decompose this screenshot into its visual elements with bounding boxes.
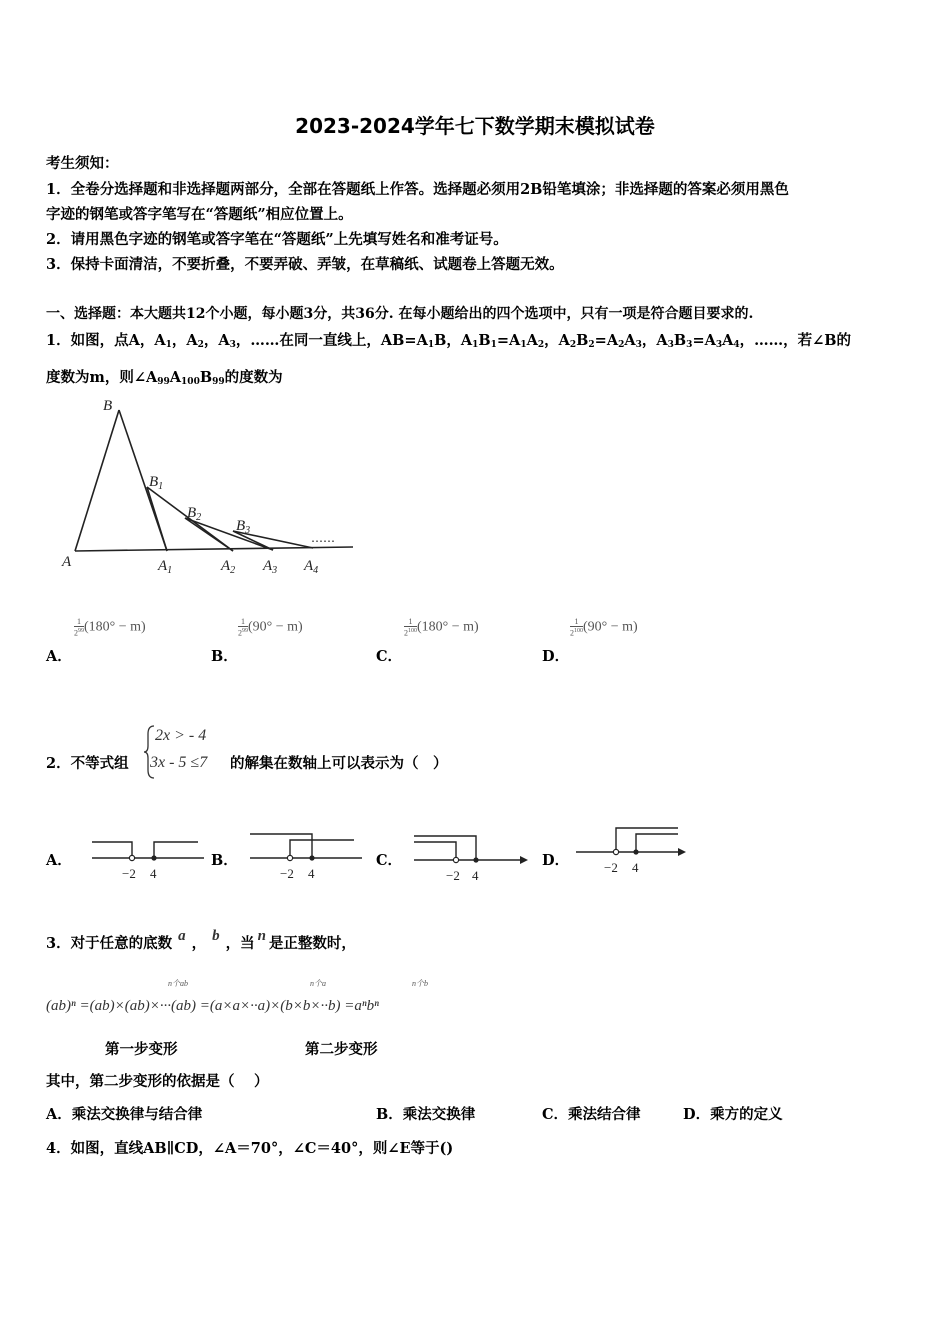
q3-option-d[interactable]: D．乘方的定义 bbox=[683, 1106, 783, 1123]
question-1-line-1: 1．如图，点A，$A_1$，$A_2$，$A_3$，……在同一直线上，$AB=A_1B$，$A_1B_1=A_1A_2$，$A_2B_2=A_2A_3$，$A_3B_3=A_3A_4$，……，若∠B的 bbox=[46, 332, 852, 350]
tick-left: −2 bbox=[280, 866, 294, 881]
inequality-2: 3x - 5 ≤7 bbox=[150, 754, 208, 771]
label-B2: $B_2$ bbox=[187, 505, 202, 523]
q1-option-c[interactable]: C． bbox=[376, 648, 403, 665]
section-heading: 一、选择题：本大题共12个小题，每小题3分，共36分. 在每小题给出的四个选项中，只有一项是符合题目要求的. bbox=[46, 306, 754, 322]
question-2-suffix: 的解集在数轴上可以表示为（ ） bbox=[230, 755, 448, 772]
var-b: b bbox=[212, 928, 220, 944]
q2-number-line-d bbox=[572, 822, 692, 878]
q1-option-c-formula: $\frac{1}{2^{100}}$ (180° − m) bbox=[404, 617, 479, 638]
question-4: 4．如图，直线AB∥CD，∠A＝70°，∠C＝40°，则∠E等于() bbox=[46, 1140, 454, 1157]
tick-left: −2 bbox=[122, 866, 136, 881]
label-B: B bbox=[103, 398, 113, 414]
overbrace-label-1: n个ab bbox=[168, 979, 188, 988]
notice-item-3: 3．保持卡面清洁，不要折叠，不要弄破、弄皱，在草稿纸、试题卷上答题无效。 bbox=[46, 256, 564, 273]
step-1-label: 第一步变形 bbox=[105, 1041, 178, 1058]
q1-option-d-formula: $\frac{1}{2^{100}}$ (90° − m) bbox=[570, 617, 638, 638]
tick-left: −2 bbox=[604, 860, 618, 875]
identity-formula: (ab)ⁿ =(ab)×(ab)×···(ab) =(a×a×··a)×(b×b×··b) =aⁿbⁿ bbox=[46, 998, 379, 1014]
var-n: n bbox=[257, 928, 266, 944]
question-1-line-2: 度数为m，则$\angle A_{99}A_{100}B_{99}$的度数为 bbox=[46, 369, 283, 387]
label-A2: $A_2$ bbox=[221, 558, 236, 576]
label-A: A bbox=[62, 554, 72, 570]
q2-number-line-a bbox=[88, 832, 208, 884]
label-A1: $A_1$ bbox=[158, 558, 173, 576]
q2-option-c[interactable]: C． bbox=[376, 852, 403, 869]
q1-option-b-formula: $\frac{1}{2^{99}}$ (90° − m) bbox=[238, 617, 303, 638]
page-title: 2023-2024学年七下数学期末模拟试卷 bbox=[295, 114, 655, 138]
q2-option-b[interactable]: B． bbox=[211, 852, 238, 869]
tick-right: 4 bbox=[308, 866, 315, 881]
q2-number-line-b bbox=[246, 828, 366, 884]
q2-number-line-c bbox=[410, 830, 530, 886]
tick-left: −2 bbox=[446, 868, 460, 883]
tick-right: 4 bbox=[150, 866, 157, 881]
question-1-figure bbox=[55, 390, 365, 580]
q3-option-a[interactable]: A．乘法交换律与结合律 bbox=[46, 1106, 203, 1123]
notice-item-1: 1．全卷分选择题和非选择题两部分，全部在答题纸上作答。选择题必须用2B铅笔填涂；非选择题的答案必须用黑色 bbox=[46, 181, 789, 198]
q1-option-d[interactable]: D． bbox=[542, 648, 570, 665]
notice-item-2: 2．请用黑色字迹的钢笔或答字笔在“答题纸”上先填写姓名和准考证号。 bbox=[46, 231, 508, 248]
notice-item-1-cont: 字迹的钢笔或答字笔写在“答题纸”相应位置上。 bbox=[46, 206, 353, 223]
var-a: a bbox=[178, 928, 186, 944]
q2-option-d[interactable]: D． bbox=[542, 852, 570, 869]
q1-option-b[interactable]: B． bbox=[211, 648, 238, 665]
tick-right: 4 bbox=[472, 868, 479, 883]
question-2-prefix: 2．不等式组 bbox=[46, 755, 129, 772]
tick-right: 4 bbox=[632, 860, 639, 875]
inequality-1: 2x > - 4 bbox=[155, 727, 207, 744]
q1-option-a-formula: $\frac{1}{2^{99}}$ (180° − m) bbox=[74, 617, 146, 638]
q3-option-b[interactable]: B．乘法交换律 bbox=[376, 1106, 476, 1123]
step-2-label: 第二步变形 bbox=[305, 1041, 378, 1058]
overbrace-label-2: n个a bbox=[310, 979, 326, 988]
label-A4: $A_4$ bbox=[304, 558, 319, 576]
q3-option-c[interactable]: C．乘法结合律 bbox=[542, 1106, 641, 1123]
question-3-line: 3．对于任意的底数 a ， b ，当 n 是正整数时， bbox=[46, 928, 356, 952]
label-B3: $B_3$ bbox=[236, 518, 251, 536]
notice-heading: 考生须知： bbox=[46, 155, 119, 172]
q2-option-a[interactable]: A． bbox=[46, 852, 72, 869]
label-ellipsis: …… bbox=[311, 531, 335, 545]
question-3-prompt: 其中，第二步变形的依据是（ ） bbox=[46, 1073, 269, 1090]
label-B1: $B_1$ bbox=[149, 474, 164, 492]
label-A3: $A_3$ bbox=[263, 558, 278, 576]
overbrace-label-3: n个b bbox=[412, 979, 428, 988]
q1-option-a[interactable]: A． bbox=[46, 648, 72, 665]
